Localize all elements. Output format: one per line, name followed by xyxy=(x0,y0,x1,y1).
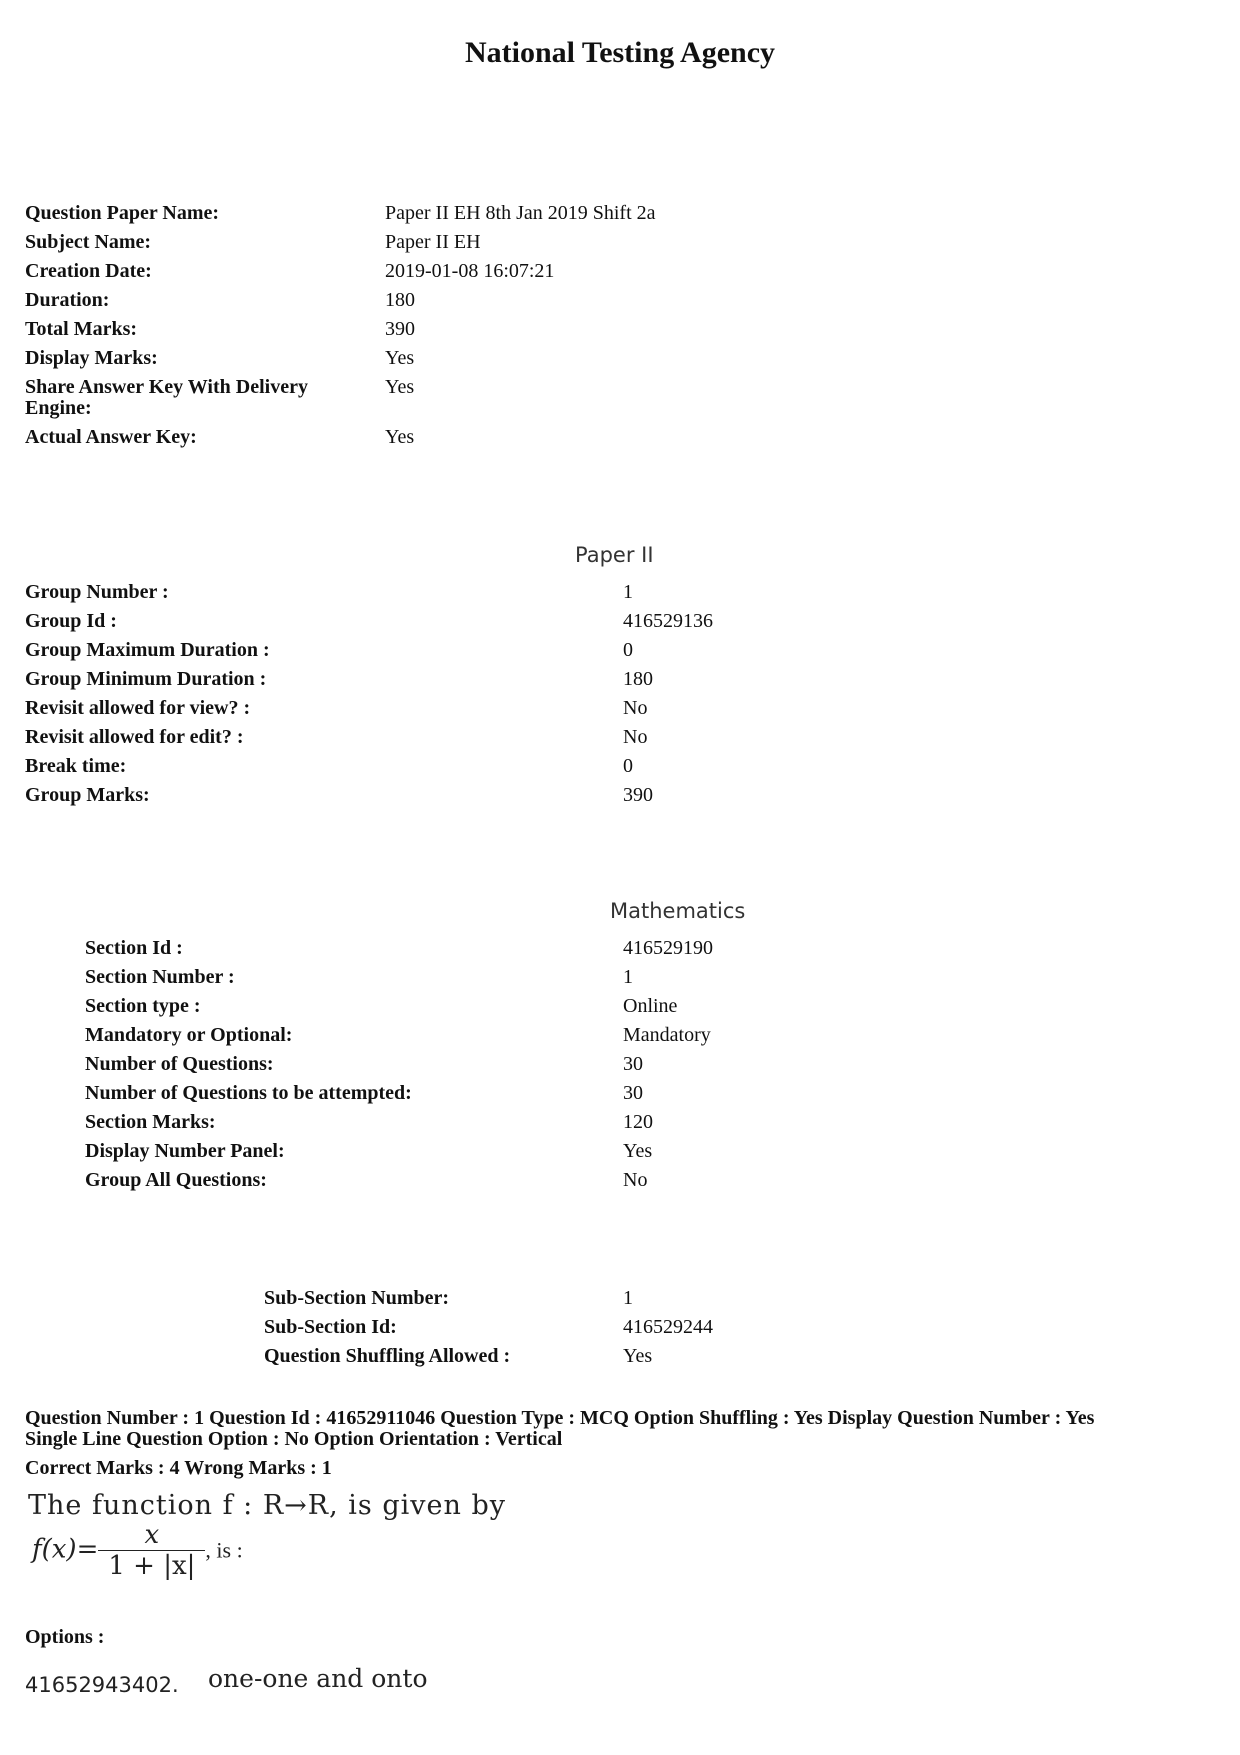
formula-denominator: 1 + |x| xyxy=(108,1551,196,1581)
total-marks-value: 390 xyxy=(385,318,415,340)
question-formula xyxy=(32,1520,243,1581)
group-max-duration-value: 0 xyxy=(623,639,633,661)
question-meta-line2: Single Line Question Option : No Option Orientation : Vertical xyxy=(25,1428,563,1450)
group-all-questions-value: No xyxy=(623,1169,648,1191)
num-attempted-label: Number of Questions to be attempted: xyxy=(85,1082,412,1104)
formula-suffix: , is : xyxy=(205,1537,243,1563)
break-time-value: 0 xyxy=(623,755,633,777)
revisit-edit-label: Revisit allowed for edit? : xyxy=(25,726,244,748)
group-min-duration-value: 180 xyxy=(623,668,653,690)
num-attempted-value: 30 xyxy=(623,1082,643,1104)
question-shuffling-label: Question Shuffling Allowed : xyxy=(264,1345,511,1367)
display-marks-value: Yes xyxy=(385,347,415,369)
question-text: The function f : R→R, is given by xyxy=(28,1490,506,1521)
total-marks-label: Total Marks: xyxy=(25,318,138,340)
paper-name-label: Question Paper Name: xyxy=(25,202,220,224)
revisit-view-value: No xyxy=(623,697,648,719)
section-marks-value: 120 xyxy=(623,1111,653,1133)
creation-date-value: 2019-01-08 16:07:21 xyxy=(385,260,555,282)
question-shuffling-value: Yes xyxy=(623,1345,653,1367)
break-time-label: Break time: xyxy=(25,755,127,777)
section-number-label: Section Number : xyxy=(85,966,235,988)
subject-name-value: Paper II EH xyxy=(385,231,481,253)
duration-label: Duration: xyxy=(25,289,110,311)
share-answer-key-label-line2: Engine: xyxy=(25,397,92,419)
formula-numerator: x xyxy=(98,1520,205,1551)
page-title: National Testing Agency xyxy=(464,36,776,69)
formula-fraction xyxy=(98,1520,205,1581)
option-text: one-one and onto xyxy=(208,1664,428,1693)
share-answer-key-value: Yes xyxy=(385,376,415,398)
group-id-value: 416529136 xyxy=(623,610,713,632)
group-id-label: Group Id : xyxy=(25,610,117,632)
group-marks-value: 390 xyxy=(623,784,653,806)
subject-name-label: Subject Name: xyxy=(25,231,152,253)
group-max-duration-label: Group Maximum Duration : xyxy=(25,639,270,661)
revisit-edit-value: No xyxy=(623,726,648,748)
num-questions-value: 30 xyxy=(623,1053,643,1075)
question-meta-line1: Question Number : 1 Question Id : 41652911046 Question Type : MCQ Option Shuffling : Yes Display Question Number : Yes xyxy=(25,1407,1095,1429)
section-number-value: 1 xyxy=(623,966,633,988)
option-id: 41652943402. xyxy=(25,1673,179,1697)
actual-answer-key-value: Yes xyxy=(385,426,415,448)
actual-answer-key-label: Actual Answer Key: xyxy=(25,426,197,448)
duration-value: 180 xyxy=(385,289,415,311)
group-min-duration-label: Group Minimum Duration : xyxy=(25,668,267,690)
section-marks-label: Section Marks: xyxy=(85,1111,216,1133)
mandatory-value: Mandatory xyxy=(623,1024,711,1046)
section-id-value: 416529190 xyxy=(623,937,713,959)
mandatory-label: Mandatory or Optional: xyxy=(85,1024,293,1046)
group-marks-label: Group Marks: xyxy=(25,784,150,806)
options-label: Options : xyxy=(25,1626,105,1648)
number-panel-label: Display Number Panel: xyxy=(85,1140,285,1162)
group-all-questions-label: Group All Questions: xyxy=(85,1169,267,1191)
subsection-number-label: Sub-Section Number: xyxy=(264,1287,450,1309)
section-type-label: Section type : xyxy=(85,995,201,1017)
section-type-value: Online xyxy=(623,995,678,1017)
question-marks: Correct Marks : 4 Wrong Marks : 1 xyxy=(25,1457,332,1479)
paper-name-value: Paper II EH 8th Jan 2019 Shift 2a xyxy=(385,202,656,224)
revisit-view-label: Revisit allowed for view? : xyxy=(25,697,251,719)
number-panel-value: Yes xyxy=(623,1140,653,1162)
group-heading: Paper II xyxy=(575,543,654,567)
share-answer-key-label: Share Answer Key With Delivery xyxy=(25,376,308,398)
group-number-label: Group Number : xyxy=(25,581,169,603)
section-heading: Mathematics xyxy=(610,899,746,923)
subsection-number-value: 1 xyxy=(623,1287,633,1309)
display-marks-label: Display Marks: xyxy=(25,347,158,369)
section-id-label: Section Id : xyxy=(85,937,183,959)
num-questions-label: Number of Questions: xyxy=(85,1053,274,1075)
subsection-id-value: 416529244 xyxy=(623,1316,713,1338)
subsection-id-label: Sub-Section Id: xyxy=(264,1316,397,1338)
creation-date-label: Creation Date: xyxy=(25,260,152,282)
formula-lhs: f(x)= xyxy=(32,1534,99,1565)
group-number-value: 1 xyxy=(623,581,633,603)
